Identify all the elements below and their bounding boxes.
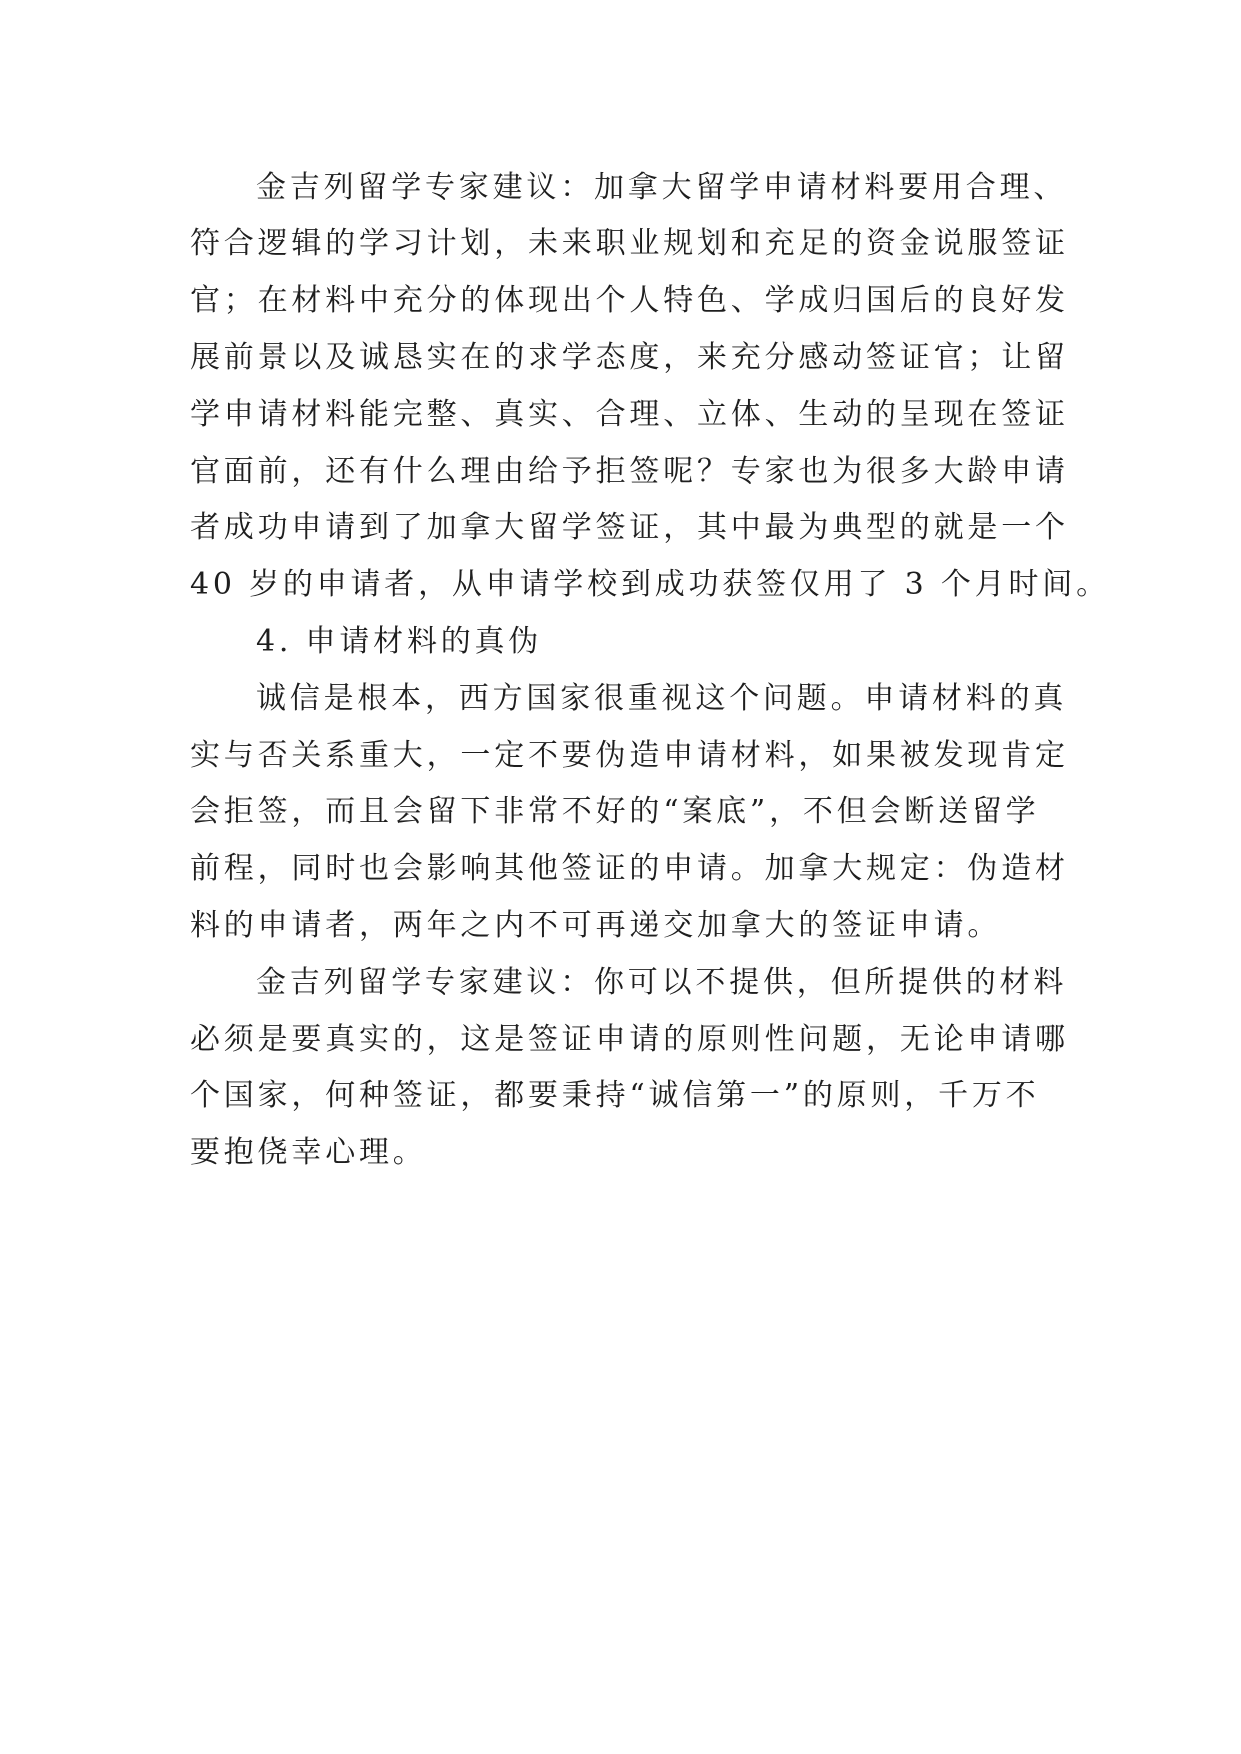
paragraph-line: 会拒签，而且会留下非常不好的“案底”，不但会断送留学 [190, 794, 1040, 829]
paragraph-line: 官；在材料中充分的体现出个人特色、学成归国后的良好发 [190, 283, 1069, 318]
paragraph-line: 前程，同时也会影响其他签证的申请。加拿大规定：伪造材 [190, 851, 1069, 886]
paragraph-line: 金吉列留学专家建议：你可以不提供，但所提供的材料 [256, 965, 1068, 1000]
paragraph-line: 者成功申请到了加拿大留学签证，其中最为典型的就是一个 [190, 510, 1069, 545]
paragraph-line: 展前景以及诚恳实在的求学态度，来充分感动签证官；让留 [190, 340, 1069, 375]
paragraph-line: 料的申请者，两年之内不可再递交加拿大的签证申请。 [190, 908, 1002, 943]
paragraph-line: 诚信是根本，西方国家很重视这个问题。申请材料的真 [256, 681, 1068, 716]
paragraph-line: 40 岁的申请者，从申请学校到成功获签仅用了 3 个月时间。 [190, 567, 1110, 602]
paragraph-line: 实与否关系重大，一定不要伪造申请材料，如果被发现肯定 [190, 738, 1069, 773]
paragraph-line: 符合逻辑的学习计划，未来职业规划和充足的资金说服签证 [190, 226, 1069, 261]
section-heading: 4. 申请材料的真伪 [256, 624, 543, 659]
paragraph-line: 学申请材料能完整、真实、合理、立体、生动的呈现在签证 [190, 397, 1069, 432]
paragraph-line: 官面前，还有什么理由给予拒签呢？专家也为很多大龄申请 [190, 454, 1069, 489]
paragraph-line: 金吉列留学专家建议：加拿大留学申请材料要用合理、 [256, 170, 1068, 205]
paragraph-line: 个国家，何种签证，都要秉持“诚信第一”的原则，千万不 [190, 1078, 1040, 1113]
paragraph-line: 要抱侥幸心理。 [190, 1135, 427, 1170]
paragraph-line: 必须是要真实的，这是签证申请的原则性问题，无论申请哪 [190, 1022, 1069, 1057]
